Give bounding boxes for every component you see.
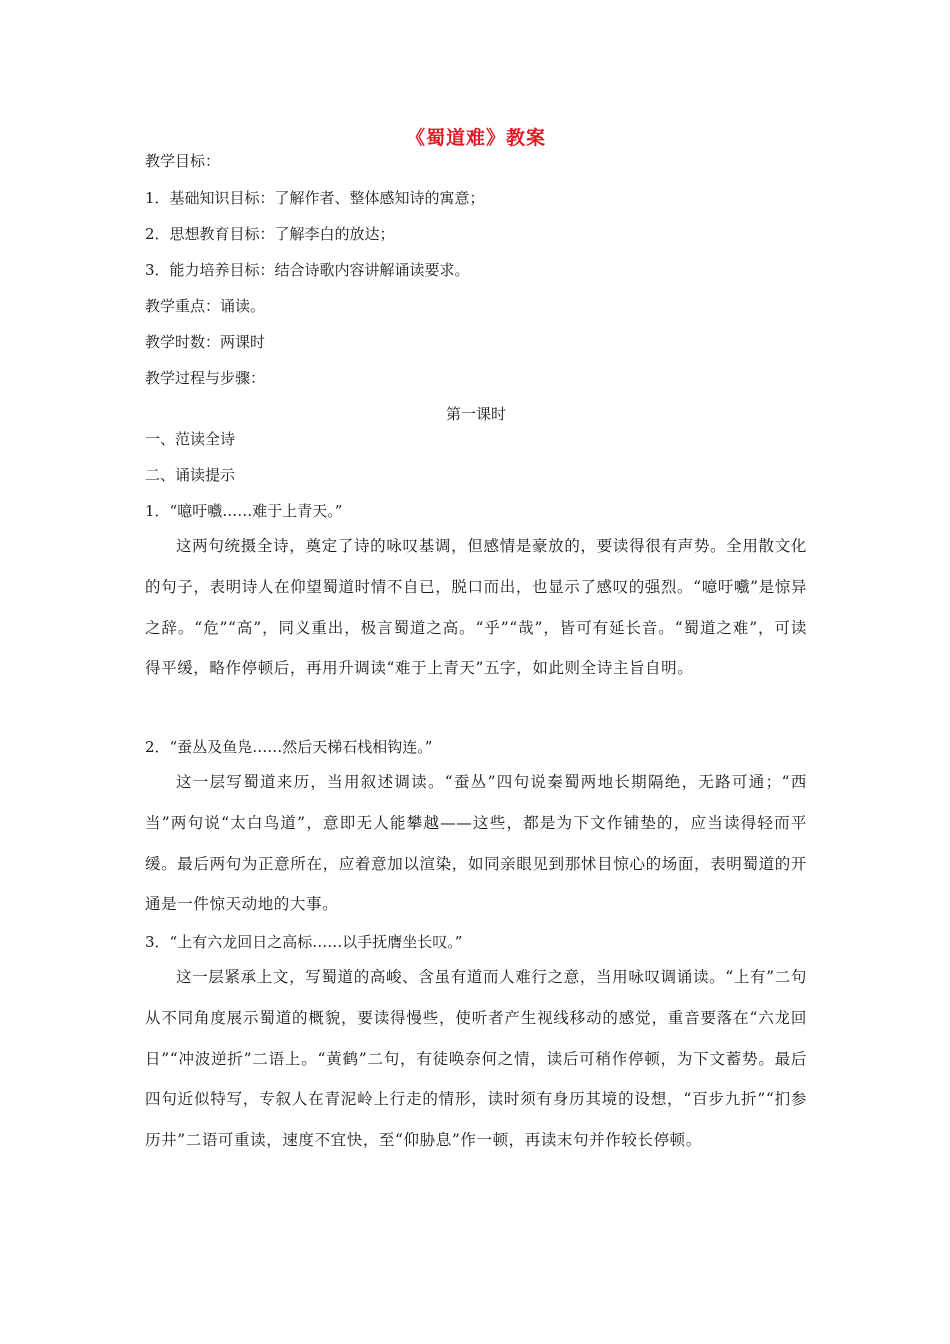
lesson-title: 第一课时 xyxy=(445,405,506,423)
objective-item: 3．能力培养目标：结合诗歌内容讲解诵读要求。 xyxy=(145,261,470,279)
key-point: 教学重点：诵读。 xyxy=(145,297,266,315)
document-title: 《蜀道难》教案 xyxy=(405,127,546,149)
item-paragraph: 这一层写蜀道来历，当用叙述调读。“蚕丛”四句说秦蜀两地长期隔绝，无路可通；“西当”两句说“太白鸟道”，意即无人能攀越——这些，都是为下文作铺垫的，应当读得轻而平缓。最后两句为正意所在，应着意加以渲染，如同亲眼见到那怵目惊心的场面，表明蜀道的开通是一件惊天动地的大事。 xyxy=(145,773,807,914)
item-paragraph: 这一层紧承上文，写蜀道的高峻、含虽有道而人难行之意，当用咏叹调诵读。“上有”二句从不同角度展示蜀道的概貌，要读得慢些，使听者产生视线移动的感觉，重音要落在“六龙回日”“冲波逆折”二语上。“黄鹤”二句，有徒唤奈何之情，读后可稍作停顿，为下文蓄势。最后四句近似特写，专叙人在青泥岭上行走的情形，读时须有身历其境的设想，“百步九折”“扪参历井”二语可重读，速度不宜快，至“仰胁息”作一顿，再读末句并作较长停顿。 xyxy=(145,968,807,1150)
objectives-heading: 教学目标： xyxy=(145,152,221,170)
teaching-hours: 教学时数：两课时 xyxy=(145,333,266,351)
item-heading: 1．“噫吁嚱……难于上青天。” xyxy=(145,502,343,520)
objective-item: 2．思想教育目标：了解李白的放达； xyxy=(145,225,395,243)
item-heading: 3．“上有六龙回日之高标……以手抚膺坐长叹。” xyxy=(145,933,463,951)
item-heading: 2．“蚕丛及鱼凫……然后天梯石栈相钩连。” xyxy=(145,738,433,756)
objective-item: 1．基础知识目标：了解作者、整体感知诗的寓意； xyxy=(145,189,485,207)
section-heading: 一、范读全诗 xyxy=(145,430,236,448)
item-paragraph: 这两句统摄全诗，奠定了诗的咏叹基调，但感情是豪放的，要读得很有声势。全用散文化的句子，表明诗人在仰望蜀道时情不自已，脱口而出，也显示了感叹的强烈。“噫吁嚱”是惊异之辞。“危”“高”，同义重出，极言蜀道之高。“乎”“哉”，皆可有延长音。“蜀道之难”，可读得平缓，略作停顿后，再用升调读“难于上青天”五字，如此则全诗主旨自明。 xyxy=(145,537,807,678)
process-heading: 教学过程与步骤： xyxy=(145,369,266,387)
section-heading: 二、诵读提示 xyxy=(145,466,236,484)
